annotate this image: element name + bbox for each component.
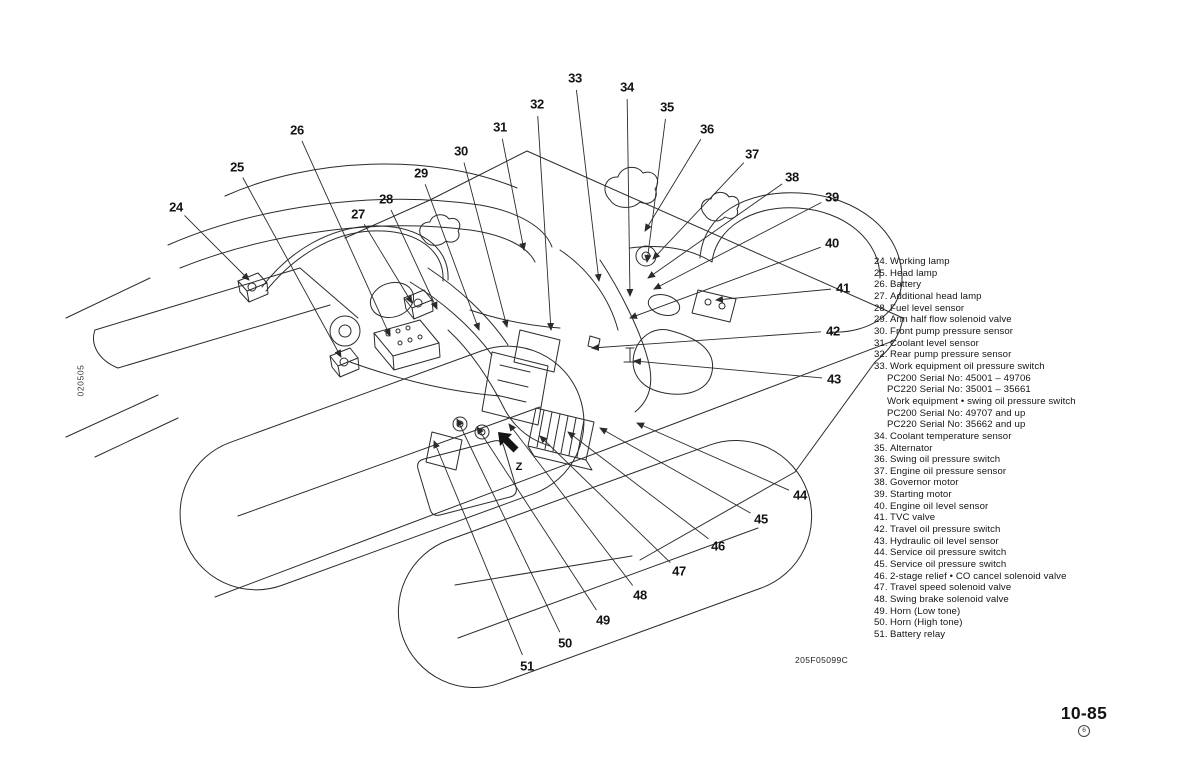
callout-number: 47 (672, 563, 686, 579)
callout-number: 33 (568, 70, 582, 86)
legend-item-number: 37. (874, 465, 888, 477)
legend-item-label: Horn (Low tone) (890, 605, 961, 617)
legend-item (874, 338, 1174, 350)
legend-item-number: 25. (874, 267, 888, 279)
legend-item-label: 2-stage relief • CO cancel solenoid valve (890, 570, 1067, 582)
legend-item-label: Work equipment oil pressure switch (890, 360, 1045, 372)
callout-number: 43 (827, 371, 841, 387)
callout-number: 41 (836, 280, 850, 296)
callout-leader-line (302, 141, 390, 336)
callout-leader-line (477, 427, 596, 610)
legend-item (874, 361, 1174, 373)
head-lamp-shape (330, 348, 359, 377)
legend-item-number: 31. (874, 337, 888, 349)
callout-leader-line (576, 90, 599, 281)
crawler-tracks-art (159, 325, 833, 709)
legend-item (874, 617, 1174, 629)
legend-item-number: 45. (874, 559, 888, 571)
battery-shape (374, 320, 440, 370)
legend-item-label: Battery relay (890, 629, 946, 640)
legend-item-number: 33. (874, 360, 888, 372)
callout-number: 28 (379, 191, 393, 207)
legend-item (874, 524, 1174, 536)
page-number: 10-85 (1060, 703, 1108, 723)
legend-item-number: 32. (874, 349, 888, 361)
legend-item-label: Swing oil pressure switch (890, 454, 1001, 466)
legend-item-label: Service oil pressure switch (890, 559, 1007, 571)
legend-item-label: Arm half flow solenoid valve (890, 314, 1012, 326)
legend-item-subline: Work equipment • swing oil pressure switch (887, 395, 1076, 407)
callout-leader-line (592, 332, 821, 348)
legend-item (874, 349, 1174, 361)
callout-leader-line (637, 423, 789, 490)
callout-number: 35 (660, 99, 674, 115)
legend-item-number: 39. (874, 489, 888, 501)
revision-mark: 6 (1078, 725, 1090, 737)
callout-leader-line (634, 361, 822, 378)
legend-item-number: 28. (874, 302, 888, 314)
legend-item (874, 443, 1174, 455)
callout-number: 44 (793, 487, 807, 503)
legend-item (874, 454, 1174, 466)
callout-number: 31 (493, 119, 507, 135)
legend-item-number: 42. (874, 524, 888, 536)
legend-item-number: 34. (874, 430, 888, 442)
legend-item (874, 559, 1174, 571)
legend-item (874, 256, 1174, 268)
legend-item (874, 326, 1174, 338)
legend-item (874, 431, 1174, 443)
callout-number: 49 (596, 612, 610, 628)
legend-item-label: Coolant temperature sensor (890, 430, 1012, 442)
legend-item-number: 49. (874, 605, 888, 617)
body-deck-art (215, 151, 903, 597)
legend-item-label: Engine oil pressure sensor (890, 465, 1007, 477)
legend-item-number: 41. (874, 512, 888, 524)
callout-number: 40 (825, 235, 839, 251)
legend-item-label: Travel speed solenoid valve (890, 582, 1012, 594)
callout-number: 36 (700, 121, 714, 137)
callout-number: 48 (633, 587, 647, 603)
margin-code: 020505 (75, 364, 86, 397)
legend-item-label: Hydraulic oil level sensor (890, 535, 999, 547)
legend-item-number: 38. (874, 477, 888, 489)
page-number-block (1040, 703, 1128, 737)
callout-leader-line (464, 163, 507, 327)
legend (874, 256, 1174, 641)
callout-number: 26 (290, 122, 304, 138)
callout-number: 24 (169, 199, 183, 215)
legend-item-number: 46. (874, 570, 888, 582)
legend-item (874, 314, 1174, 326)
callout-number: 45 (754, 511, 768, 527)
callout-number: 50 (558, 635, 572, 651)
legend-item-label: Travel oil pressure switch (890, 524, 1001, 536)
legend-item-number: 48. (874, 594, 888, 606)
callout-leader-line (434, 441, 522, 655)
legend-item-number: 27. (874, 290, 888, 302)
legend-item-number: 43. (874, 535, 888, 547)
legend-item (874, 279, 1174, 291)
legend-item-number: 36. (874, 454, 888, 466)
legend-item (874, 536, 1174, 548)
callout-number: 38 (785, 169, 799, 185)
legend-item-number: 35. (874, 442, 888, 454)
boom-arm-art (66, 164, 552, 457)
legend-item (874, 547, 1174, 559)
callout-number: 46 (711, 538, 725, 554)
legend-item-label: Swing brake solenoid valve (890, 594, 1009, 606)
legend-item (874, 291, 1174, 303)
legend-item-number: 24. (874, 256, 888, 267)
callout-number: 37 (745, 146, 759, 162)
callout-leader-line (568, 432, 708, 539)
legend-item (874, 489, 1174, 501)
callout-leader-line (538, 116, 551, 330)
callout-number: 32 (530, 96, 544, 112)
callout-layer (169, 71, 850, 674)
legend-item-label: Service oil pressure switch (890, 547, 1007, 559)
legend-item-number: 40. (874, 500, 888, 512)
legend-item-number: 30. (874, 325, 888, 337)
legend-item (874, 268, 1174, 280)
legend-item-label: Rear pump pressure sensor (890, 349, 1012, 361)
legend-item-number: 47. (874, 582, 888, 594)
callout-leader-line (647, 119, 665, 262)
excavator-line-art (66, 151, 903, 709)
callout-number: 34 (620, 79, 634, 95)
legend-item (874, 501, 1174, 513)
figure-code: 205F05099C (795, 655, 849, 665)
callout-number: 39 (825, 189, 839, 205)
legend-item-subline: PC220 Serial No: 35001 – 35661 (887, 384, 1031, 396)
callout-leader-line (364, 224, 412, 303)
legend-item-label: Front pump pressure sensor (890, 325, 1014, 337)
legend-item-label: Head lamp (890, 267, 938, 279)
callout-leader-line (457, 419, 560, 632)
legend-item (874, 303, 1174, 315)
callout-leader-line (243, 178, 341, 357)
legend-item (874, 477, 1174, 489)
legend-item-label: Fuel level sensor (890, 302, 965, 314)
legend-item-label: TVC valve (890, 512, 936, 524)
legend-item-label: Working lamp (890, 256, 950, 267)
legend-item-number: 29. (874, 314, 888, 326)
legend-item-label: Coolant level sensor (890, 337, 979, 349)
legend-item-label: Starting motor (890, 489, 952, 501)
callout-leader-line (648, 184, 782, 278)
callout-number: 25 (230, 159, 244, 175)
callout-number: 42 (826, 323, 840, 339)
legend-item-number: 50. (874, 617, 888, 629)
engine-component-cluster-art (418, 246, 736, 515)
legend-item (874, 594, 1174, 606)
legend-item-subline: PC220 Serial No: 35662 and up (887, 419, 1026, 431)
legend-item-label: Battery (890, 279, 922, 291)
legend-item-number: 51. (874, 629, 888, 640)
callout-number: 29 (414, 165, 428, 181)
legend-item-label: Horn (High tone) (890, 617, 963, 629)
callout-leader-line (627, 99, 630, 296)
legend-item-subline: PC200 Serial No: 49707 and up (887, 407, 1026, 419)
legend-item-number: 44. (874, 547, 888, 559)
callout-number: 27 (351, 206, 365, 222)
legend-item (874, 606, 1174, 618)
legend-item-label: Additional head lamp (890, 290, 982, 302)
view-direction-label: Z (515, 461, 523, 473)
legend-item-number: 26. (874, 279, 888, 291)
working-lamp-shape (238, 273, 268, 302)
callout-leader-line (716, 289, 831, 300)
legend-item (874, 582, 1174, 594)
legend-item (874, 466, 1174, 478)
callout-leader-line (502, 139, 524, 250)
legend-item (874, 571, 1174, 583)
callout-number: 30 (454, 143, 468, 159)
callout-leader-line (653, 163, 744, 259)
legend-item-label: Governor motor (890, 477, 959, 489)
callout-leader-line (630, 247, 821, 318)
legend-item-label: Alternator (890, 442, 933, 454)
legend-item-label: Engine oil level sensor (890, 500, 989, 512)
callout-number: 51 (520, 658, 534, 674)
legend-item (874, 629, 1174, 641)
legend-item (874, 512, 1174, 524)
legend-item-subline: PC200 Serial No: 45001 – 49706 (887, 372, 1031, 384)
